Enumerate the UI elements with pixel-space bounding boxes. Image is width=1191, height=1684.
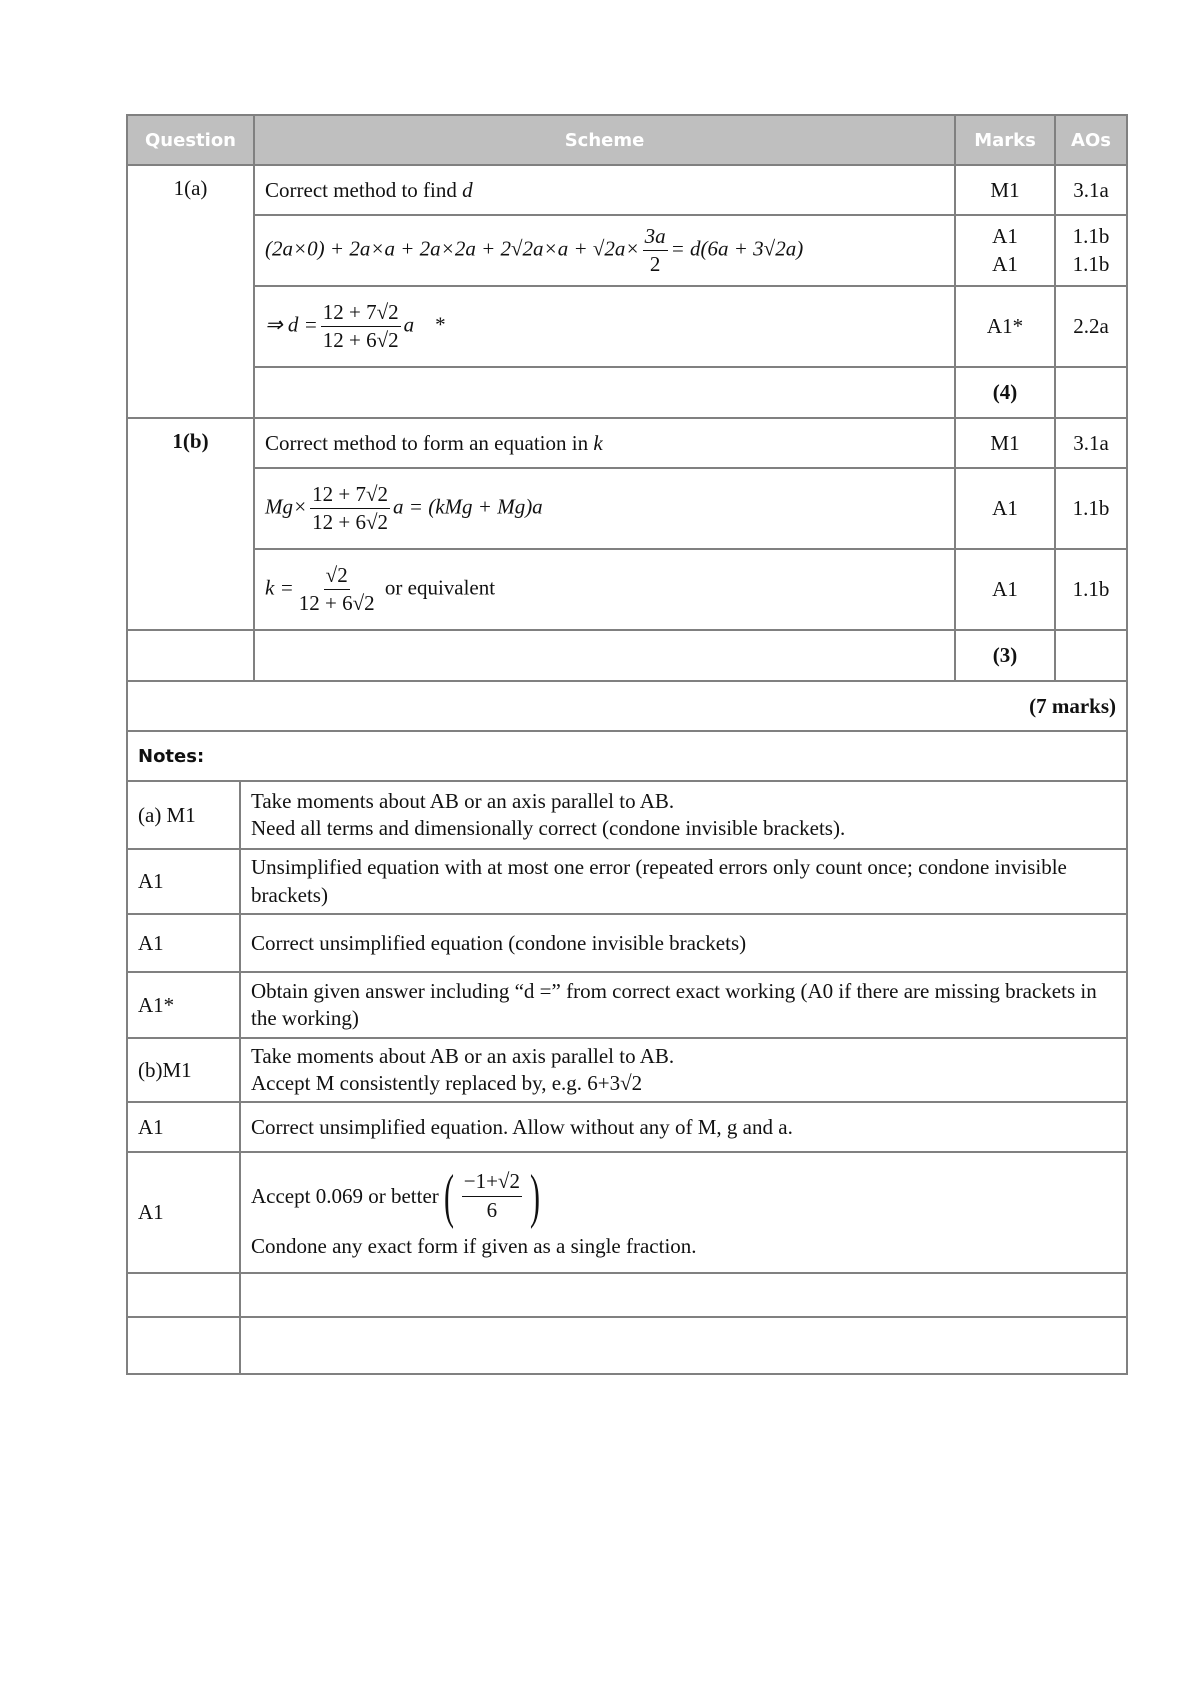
note-row — [127, 1102, 1127, 1152]
header-marks: Marks — [955, 115, 1055, 165]
note-row — [127, 972, 1127, 1038]
notes-heading: Notes: — [127, 731, 1127, 781]
scheme-variable: d — [462, 177, 473, 202]
scheme-cell — [254, 215, 955, 286]
marks-cell: A1 — [955, 468, 1055, 549]
equation-tail: or equivalent — [384, 575, 496, 600]
scheme-text: Correct method to form an equation in — [265, 430, 594, 455]
question-label: 1(a) — [127, 165, 254, 418]
grand-total: (7 marks) — [127, 681, 1127, 731]
note-mark: A1 — [127, 1152, 240, 1273]
scheme-cell — [254, 418, 955, 468]
note-text — [240, 1317, 1127, 1374]
numerator: 12 + 7√2 — [310, 481, 390, 509]
denominator: 12 + 6√2 — [298, 591, 375, 615]
marks-cell: M1 — [955, 165, 1055, 215]
note-line: Need all terms and dimensionally correct (condone invisible brackets). — [251, 816, 846, 840]
note-row — [127, 1152, 1127, 1273]
fraction — [462, 1168, 522, 1224]
aos-cell: 3.1a — [1055, 418, 1127, 468]
note-text: Obtain given answer including “d =” from correct exact working (A0 if there are missing brackets in the working) — [240, 972, 1127, 1038]
aos-cell — [1055, 630, 1127, 681]
note-mark: A1* — [127, 972, 240, 1038]
fraction — [643, 223, 668, 279]
header-aos: AOs — [1055, 115, 1127, 165]
notes-table — [126, 780, 1128, 1375]
note-row — [127, 1038, 1127, 1102]
note-text: Correct unsimplified equation. Allow without any of M, g and a. — [240, 1102, 1127, 1152]
scheme-cell — [254, 468, 955, 549]
given-answer-star: * — [435, 312, 446, 337]
note-text: Unsimplified equation with at most one error (repeated errors only count once; condone invisible brackets) — [240, 849, 1127, 914]
scheme-cell — [254, 286, 955, 367]
table-row — [127, 468, 1127, 549]
equation-lhs: Mg× — [265, 494, 308, 519]
scheme-text: Correct method to find — [265, 177, 463, 202]
header-question: Question — [127, 115, 254, 165]
marks-cell: A1* — [955, 286, 1055, 367]
note-text — [240, 1273, 1127, 1317]
marks-cell: A1 — [955, 549, 1055, 630]
table-row — [127, 418, 1127, 468]
note-mark — [127, 1273, 240, 1317]
mark: A1 — [992, 251, 1018, 276]
numerator: 12 + 7√2 — [321, 299, 401, 327]
mark: A1 — [992, 224, 1018, 249]
question-label: 1(b) — [127, 418, 254, 630]
marks-cell — [955, 215, 1055, 286]
note-row — [127, 1273, 1127, 1317]
bracketed-fraction: ( $\frac{-1+√2}{6}$ ) — [443, 1163, 540, 1229]
scheme-variable: k — [593, 430, 603, 455]
equation-lhs: (2a×0) + 2a×a + 2a×2a + 2√2a×a + √2a× — [265, 236, 640, 261]
note-text — [240, 1038, 1127, 1102]
aos-cell — [1055, 215, 1127, 286]
aos-cell: 3.1a — [1055, 165, 1127, 215]
scheme-cell — [254, 165, 955, 215]
note-mark — [127, 1317, 240, 1374]
note-text — [240, 781, 1127, 849]
table-row — [127, 286, 1127, 367]
note-text — [240, 1152, 1127, 1273]
part-total: (4) — [955, 367, 1055, 418]
aos-cell: 1.1b — [1055, 468, 1127, 549]
numerator: √2 — [324, 562, 350, 590]
ao: 1.1b — [1072, 251, 1110, 276]
note-line: Take moments about AB or an axis parallel to AB. — [251, 1043, 675, 1068]
ao: 1.1b — [1072, 224, 1110, 249]
part-total: (3) — [955, 630, 1055, 681]
note-row — [127, 781, 1127, 849]
denominator: 12 + 6√2 — [312, 510, 389, 534]
marks-cell: M1 — [955, 418, 1055, 468]
scheme-cell — [254, 630, 955, 681]
equation-tail: a — [403, 312, 415, 337]
note-mark: A1 — [127, 1102, 240, 1152]
table-row — [127, 367, 1127, 418]
equation-rhs: = d(6a + 3√2a) — [670, 236, 804, 261]
note-mark: A1 — [127, 849, 240, 914]
note-line: Take moments about AB or an axis parallel to AB. — [251, 788, 675, 813]
notes-heading-row — [127, 731, 1127, 781]
table-row — [127, 215, 1127, 286]
header-row — [127, 115, 1127, 165]
note-text: Correct unsimplified equation (condone invisible brackets) — [240, 914, 1127, 972]
note-row — [127, 1317, 1127, 1374]
fraction — [297, 562, 377, 618]
note-mark: (b)M1 — [127, 1038, 240, 1102]
header-scheme: Scheme — [254, 115, 955, 165]
note-line: Condone any exact form if given as a single fraction. — [251, 1234, 697, 1258]
table-row — [127, 549, 1127, 630]
equation-lhs: k = — [265, 575, 294, 600]
note-row — [127, 914, 1127, 972]
note-row — [127, 849, 1127, 914]
note-mark: (a) M1 — [127, 781, 240, 849]
fraction — [321, 299, 401, 355]
table-row — [127, 630, 1127, 681]
fraction — [310, 481, 390, 537]
aos-cell — [1055, 367, 1127, 418]
note-line-text: Accept 0.069 or better — [251, 1183, 439, 1208]
total-row — [127, 681, 1127, 731]
scheme-cell — [254, 549, 955, 630]
denominator: 12 + 6√2 — [322, 328, 399, 352]
numerator: −1+√2 — [462, 1168, 522, 1196]
aos-cell: 1.1b — [1055, 549, 1127, 630]
note-line — [251, 1163, 1116, 1229]
denominator: 2 — [649, 252, 661, 276]
mark-scheme-table — [126, 114, 1128, 782]
denominator: 6 — [486, 1197, 498, 1222]
scheme-cell — [254, 367, 955, 418]
numerator: 3a — [643, 223, 668, 251]
question-cell — [127, 630, 254, 681]
note-line: Accept M consistently replaced by, e.g. 6+3√2 — [251, 1071, 643, 1095]
note-mark: A1 — [127, 914, 240, 972]
table-row — [127, 165, 1127, 215]
aos-cell: 2.2a — [1055, 286, 1127, 367]
equation-rhs: a = (kMg + Mg)a — [393, 494, 543, 519]
equation-lhs: ⇒ d = — [265, 312, 318, 337]
